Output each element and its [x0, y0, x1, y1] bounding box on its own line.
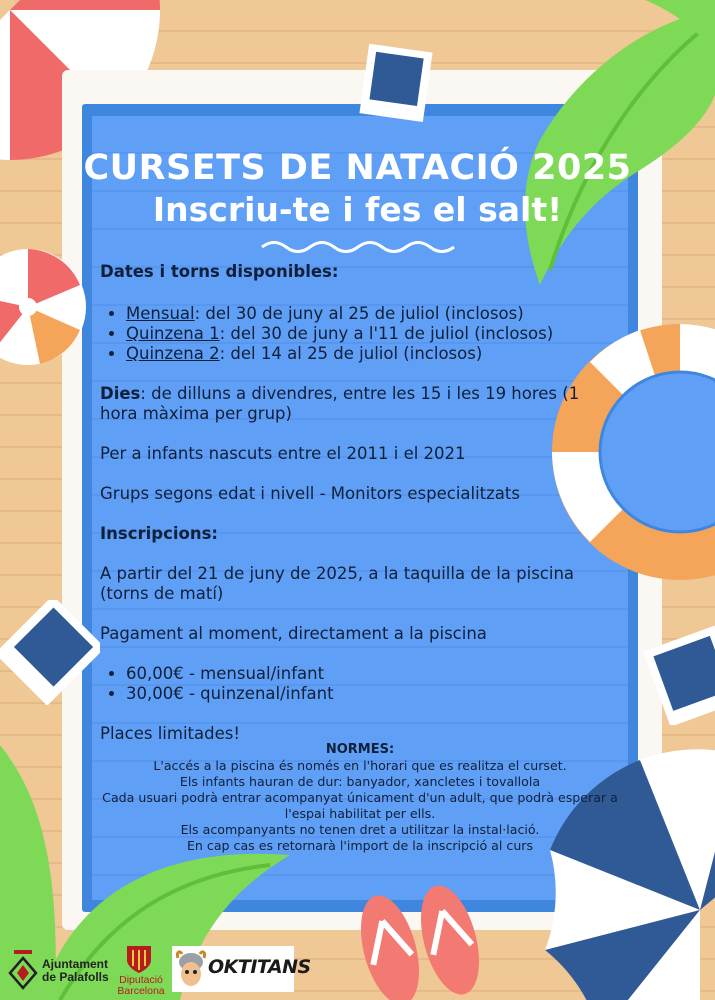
photo-polaroid-right-icon	[640, 625, 715, 725]
flip-flops-icon	[345, 870, 495, 1000]
days-info: Dies: de dilluns a divendres, entre les 15 i les 19 hores (1 hora màxima per grup)	[100, 384, 580, 423]
born-info: Per a infants nascuts entre el 2011 i el 2021	[100, 444, 466, 463]
rules-heading: NORMES:	[325, 742, 395, 757]
registration-when: A partir del 21 de juny de 2025, a la taquilla de la piscina (torns de matí)	[100, 564, 575, 603]
list-item: • Quinzena 1: del 30 de juny a l'11 de juliol (inclosos)	[126, 324, 605, 344]
oktitans-logo-text: OKTITANS	[208, 956, 311, 978]
rules-section	[92, 742, 628, 854]
wave-divider-icon	[260, 238, 456, 256]
page-title: CURSETS DE NATACIÓ 2025	[83, 148, 632, 188]
rule-line: L'accés a la piscina és només en l'horari que es realitza el curset.	[153, 758, 567, 773]
list-item: • Quinzena 2: del 14 al 25 de juliol (inclosos)	[126, 344, 605, 364]
diputacio-logo-text: Diputació Barcelona	[117, 974, 165, 997]
places-limited: Places limitades!	[100, 724, 240, 743]
list-item: • Mensual: del 30 de juny al 25 de juliol (inclosos)	[126, 304, 605, 324]
viking-mascot-icon	[174, 948, 208, 990]
dates-list	[100, 304, 605, 364]
diputacio-shield-icon	[125, 944, 153, 974]
registration-payment: Pagament al moment, directament a la piscina	[100, 624, 487, 643]
photo-polaroid-left-icon	[0, 600, 100, 705]
ajuntament-logo-text: Ajuntament de Palafolls	[42, 957, 109, 984]
registration-heading: Inscripcions:	[100, 524, 219, 543]
dates-heading: Dates i torns disponibles:	[100, 262, 339, 281]
palm-leaf-top-right-icon	[470, 0, 715, 290]
prices-list	[100, 664, 605, 704]
oktitans-logo	[172, 946, 311, 992]
photo-polaroid-top-icon	[352, 38, 442, 128]
beach-ball-icon	[0, 245, 90, 370]
list-item: • 60,00€ - mensual/infant	[126, 664, 605, 684]
course-info	[100, 262, 605, 744]
rule-line: Els acompanyants no tenen dret a utilitzar la instal·lació.	[180, 822, 540, 837]
list-item: • 30,00€ - quinzenal/infant	[126, 684, 605, 704]
groups-info: Grups segons edat i nivell - Monitors especialitzats	[100, 484, 520, 503]
sponsor-logos	[0, 940, 320, 1000]
rule-line: Cada usuari podrà entrar acompanyat únicament d'un adult, que podrà esperar a l'espai habilitat per ells.	[102, 790, 618, 821]
rule-line: Els infants hauran de dur: banyador, xancletes i tovallola	[179, 774, 541, 789]
page-subtitle: Inscriu-te i fes el salt!	[152, 190, 563, 229]
ajuntament-logo-icon	[8, 948, 38, 990]
rule-line: En cap cas es retornarà l'import de la inscripció al curs	[186, 838, 534, 853]
